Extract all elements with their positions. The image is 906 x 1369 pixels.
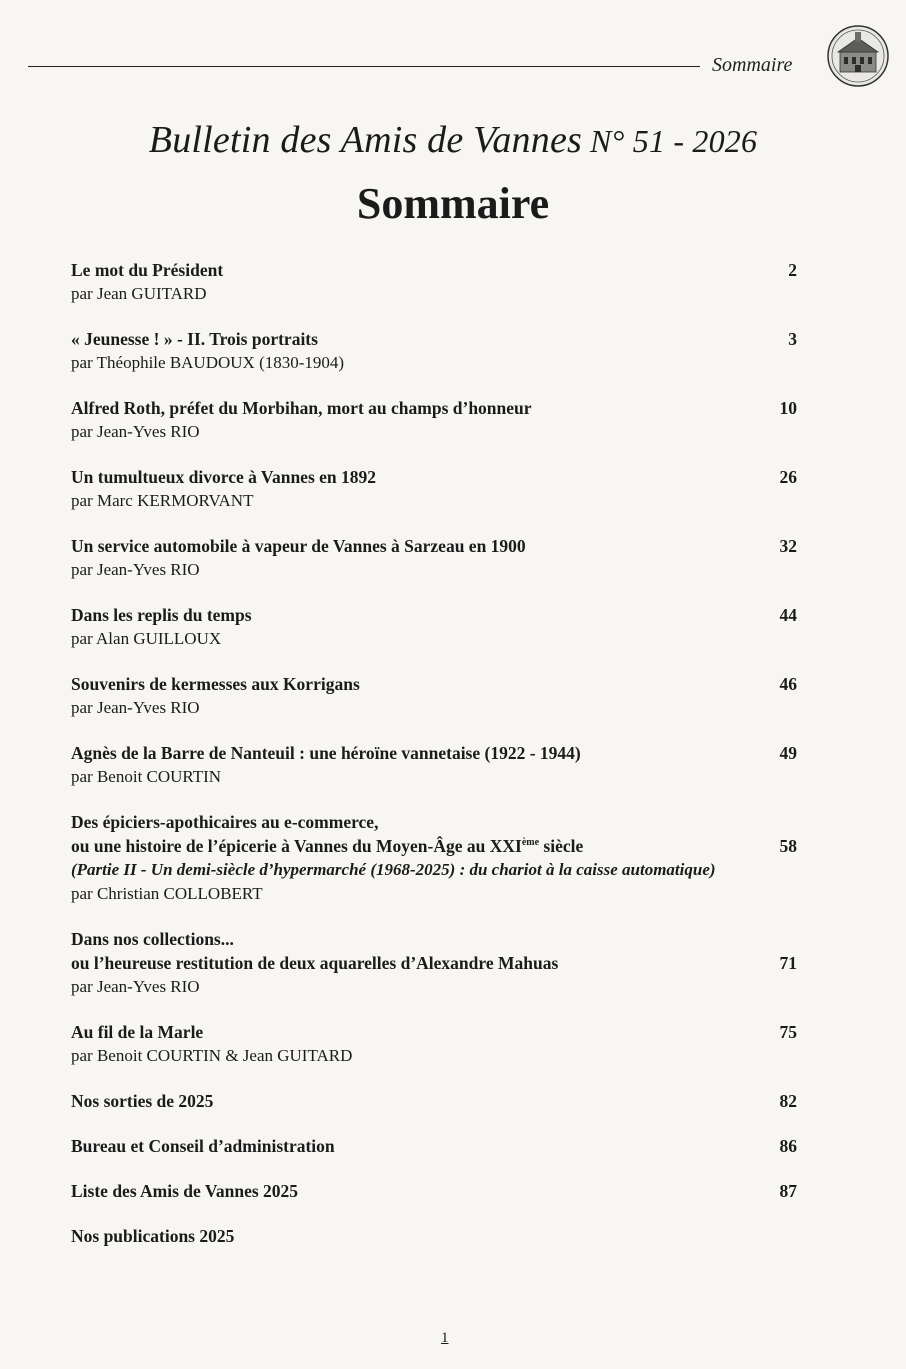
entry-title: Dans les replis du temps	[71, 605, 252, 625]
toc-entry[interactable]	[71, 465, 797, 513]
entry-author: par Jean-Yves RIO	[71, 698, 200, 717]
entry-author: par Christian COLLOBERT	[71, 884, 263, 903]
toc-entry[interactable]	[71, 603, 797, 651]
toc-entry[interactable]	[71, 396, 797, 444]
table-of-contents	[71, 258, 797, 1269]
entry-title: Alfred Roth, préfet du Morbihan, mort au champs d’honneur	[71, 398, 532, 418]
entry-title: Le mot du Président	[71, 260, 224, 280]
entry-page-number: 82	[779, 1091, 797, 1111]
toc-entry[interactable]	[71, 1089, 797, 1113]
journal-issue: N° 51 - 2026	[590, 123, 758, 159]
journal-title	[0, 118, 906, 162]
entry-title: Nos publications 2025	[71, 1226, 235, 1246]
entry-page-number: 10	[779, 398, 797, 418]
toc-entry[interactable]	[71, 534, 797, 582]
toc-entry[interactable]	[71, 1134, 797, 1158]
entry-title-line-1: Dans nos collections...	[71, 929, 234, 949]
entry-page-number: 71	[779, 953, 797, 973]
building-emblem-icon	[826, 24, 890, 88]
entry-author: par Jean GUITARD	[71, 284, 207, 303]
entry-title-line-2: ou une histoire de l’épicerie à Vannes du Moyen-Âge au XXIème siècle	[71, 836, 584, 856]
entry-title: Agnès de la Barre de Nanteuil : une héroïne vannetaise (1922 - 1944)	[71, 743, 581, 763]
page-folio: 1	[441, 1330, 449, 1346]
header-rule	[28, 66, 700, 67]
toc-entry[interactable]	[71, 927, 797, 999]
entry-title: Au fil de la Marle	[71, 1022, 204, 1042]
entry-page-number: 75	[779, 1022, 797, 1042]
entry-page-number: 44	[779, 605, 797, 625]
entry-title: Souvenirs de kermesses aux Korrigans	[71, 674, 360, 694]
entry-author: par Benoit COURTIN	[71, 767, 222, 786]
entry-page-number: 32	[779, 536, 797, 556]
entry-title: Un service automobile à vapeur de Vannes à Sarzeau en 1900	[71, 536, 526, 556]
entry-page-number: 46	[779, 674, 797, 694]
running-header: Sommaire	[712, 54, 793, 76]
entry-title: Bureau et Conseil d’administration	[71, 1136, 335, 1156]
toc-entry[interactable]	[71, 327, 797, 375]
entry-page-number: 2	[788, 260, 797, 280]
entry-author: par Marc KERMORVANT	[71, 491, 254, 510]
entry-author: par Théophile BAUDOUX (1830-1904)	[71, 353, 345, 372]
entry-title: Un tumultueux divorce à Vannes en 1892	[71, 467, 377, 487]
entry-page-number: 26	[779, 467, 797, 487]
entry-subtitle: (Partie II - Un demi-siècle d’hypermarché (1968-2025) : du chariot à la caisse automatique)	[71, 860, 716, 879]
toc-entry[interactable]	[71, 810, 797, 906]
entry-author: par Jean-Yves RIO	[71, 422, 200, 441]
page-title: Sommaire	[356, 179, 550, 228]
journal-name: Bulletin des Amis de Vannes	[148, 119, 582, 161]
entry-page-number: 58	[779, 836, 797, 856]
entry-title-line-1: Des épiciers-apothicaires au e-commerce,	[71, 812, 379, 832]
entry-page-number: 3	[788, 329, 797, 349]
toc-entry[interactable]	[71, 1020, 797, 1068]
toc-entry[interactable]	[71, 258, 797, 306]
entry-title: Liste des Amis de Vannes 2025	[71, 1181, 299, 1201]
entry-title: « Jeunesse ! » - II. Trois portraits	[71, 329, 318, 349]
entry-title: Nos sorties de 2025	[71, 1091, 214, 1111]
toc-entry[interactable]	[71, 1179, 797, 1203]
entry-author: par Alan GUILLOUX	[71, 629, 222, 648]
toc-entry[interactable]	[71, 741, 797, 789]
entry-page-number: 86	[779, 1136, 797, 1156]
entry-author: par Benoit COURTIN & Jean GUITARD	[71, 1046, 353, 1065]
entry-author: par Jean-Yves RIO	[71, 560, 200, 579]
entry-title-line-2: ou l’heureuse restitution de deux aquarelles d’Alexandre Mahuas	[71, 953, 559, 973]
entry-author: par Jean-Yves RIO	[71, 977, 200, 996]
entry-page-number: 87	[779, 1181, 797, 1201]
toc-entry[interactable]	[71, 1224, 797, 1248]
entry-page-number: 49	[779, 743, 797, 763]
toc-entry[interactable]	[71, 672, 797, 720]
